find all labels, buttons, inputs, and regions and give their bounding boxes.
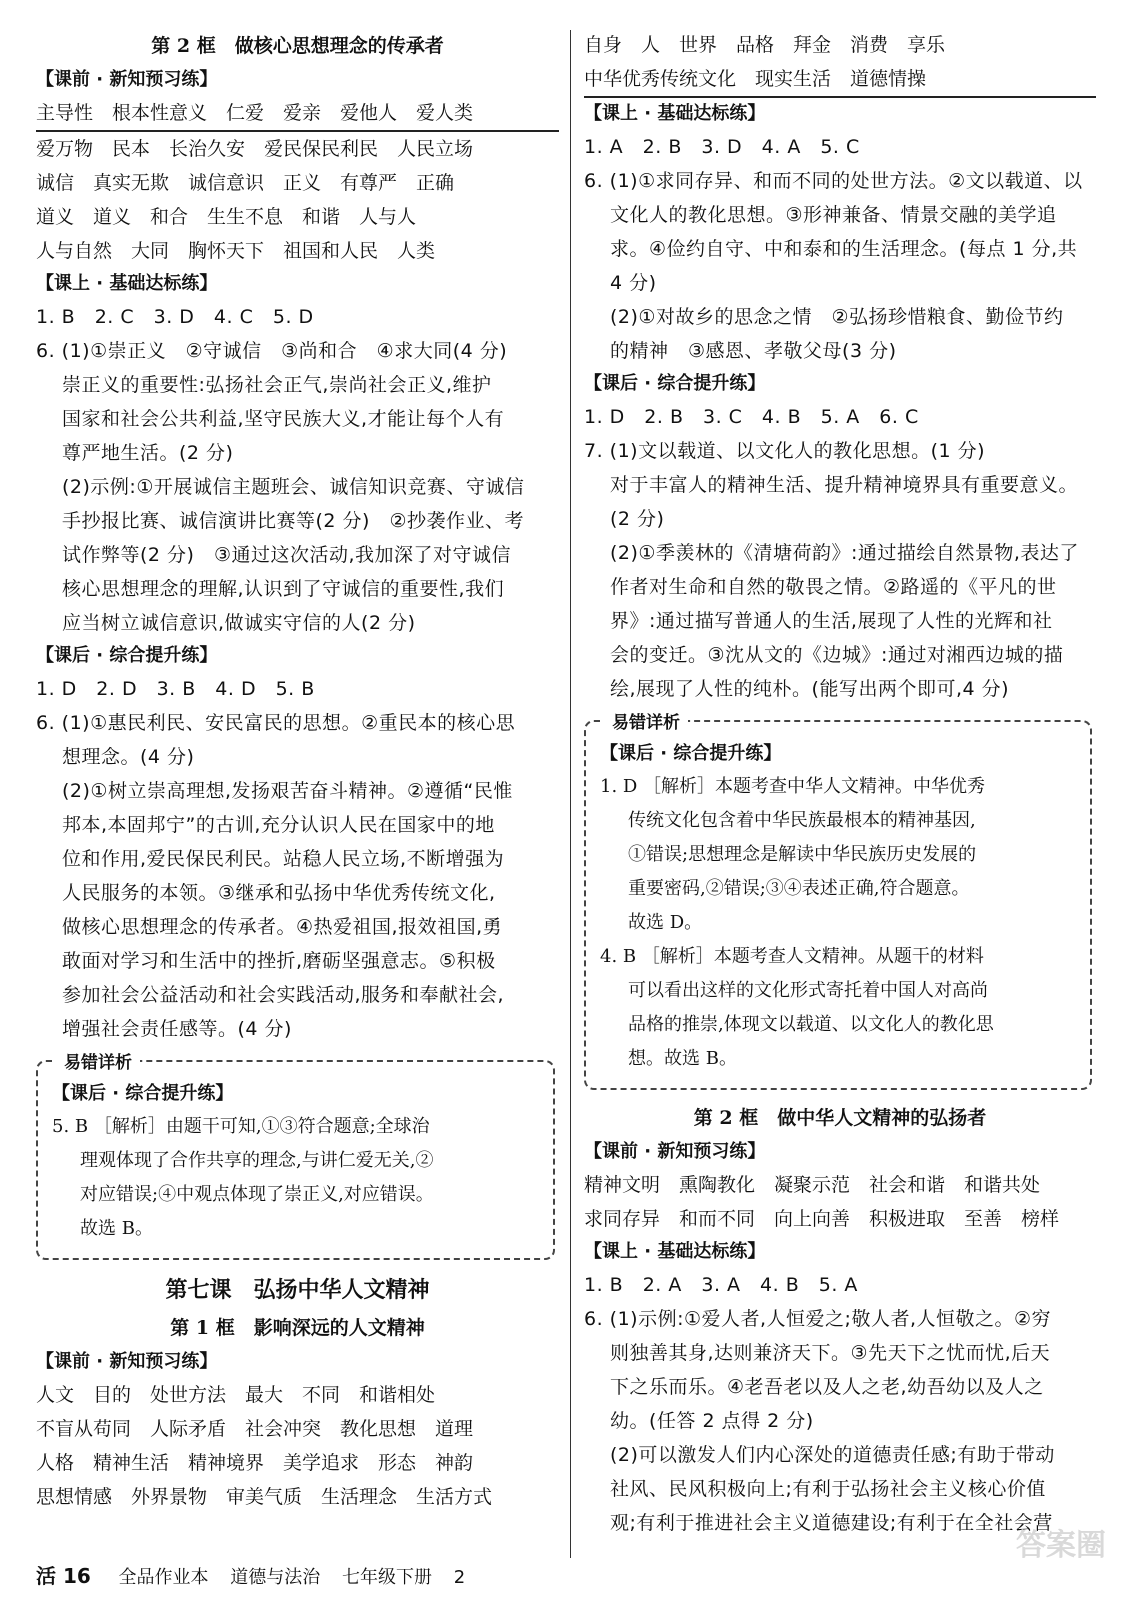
exercise-label: 【课前 · 新知预习练】 (36, 1351, 218, 1372)
error-analysis-box (36, 1053, 555, 1260)
keyword-row: 精神文明 熏陶教化 凝聚示范 社会和谐 和谐共处 (584, 1174, 1041, 1196)
keyword-row: 主导性 根本性意义 仁爱 爱亲 爱他人 爱人类 (36, 96, 559, 132)
keyword-row: 道义 道义 和合 生生不息 和谐 人与人 (36, 206, 417, 228)
answer-text: (2)示例:①开展诚信主题班会、诚信知识竞赛、守诚信 (62, 476, 525, 498)
answer-text: 增强社会责任感等。(4 分) (62, 1018, 292, 1040)
keyword-row: 人文 目的 处世方法 最大 不同 和谐相处 (36, 1384, 436, 1406)
answer-text: 想理念。(4 分) (62, 746, 195, 768)
answer-text: 文化人的教化思想。③形神兼备、情景交融的美学追 (610, 204, 1057, 226)
answer-text: 敢面对学习和生活中的挫折,磨砺坚强意志。⑤积极 (62, 950, 496, 972)
answer-text: 会的变迁。③沈从文的《边城》:通过对湘西边城的描 (610, 644, 1064, 666)
answer-text: 位和作用,爱民保民利民。站稳人民立场,不断增强为 (62, 848, 505, 870)
answer-text: 下之乐而乐。④老吾老以及人之老,幼吾幼以及人之 (610, 1376, 1044, 1398)
exercise-label: 【课上 · 基础达标练】 (584, 1241, 766, 1262)
answer-text: 则独善其身,达则兼济天下。③先天下之忧而忧,后天 (610, 1342, 1051, 1364)
book-title: 全品作业本 (118, 1567, 209, 1588)
analysis-text: 故选 B。 (80, 1218, 153, 1239)
answer-text: 作者对生命和自然的敬畏之情。②路遥的《平凡的世 (610, 576, 1057, 598)
answer-text: 对于丰富人的精神生活、提升精神境界具有重要意义。 (610, 474, 1079, 496)
exercise-label: 【课上 · 基础达标练】 (584, 103, 766, 124)
analysis-item: 1. D ［解析］本题考查中华人文精神。中华优秀 (600, 776, 986, 797)
answer-text: (2)①季羡林的《清塘荷韵》:通过描绘自然景物,表达了 (610, 542, 1079, 564)
keyword-row: 人与自然 大同 胸怀天下 祖国和人民 人类 (36, 240, 436, 262)
answer-line: 1. B 2. C 3. D 4. C 5. D (36, 306, 314, 328)
answer-text: 核心思想理念的理解,认识到了守诚信的重要性,我们 (62, 578, 505, 600)
answer-text: 求。④俭约自守、中和泰和的生活理念。(每点 1 分,共 (610, 238, 1078, 260)
answer-line: 7. (1)文以载道、以文化人的教化思想。(1 分) (584, 440, 986, 462)
analysis-text: ①错误;思想理念是解读中华民族历史发展的 (628, 844, 977, 865)
keyword-row: 自身 人 世界 品格 拜金 消费 享乐 (584, 34, 946, 56)
page-number: 活 16 (36, 1564, 91, 1588)
answer-text: (2 分) (610, 508, 665, 530)
answer-text: 手抄报比赛、诚信演讲比赛等(2 分) ②抄袭作业、考 (62, 510, 524, 532)
answer-line: 1. D 2. B 3. C 4. B 5. A 6. C (584, 406, 919, 428)
answer-text: 做核心思想理念的传承者。④热爱祖国,报效祖国,勇 (62, 916, 503, 938)
answer-line: 6. (1)示例:①爱人者,人恒爱之;敬人者,人恒敬之。②穷 (584, 1308, 1052, 1330)
keyword-row: 求同存异 和而不同 向上向善 积极进取 至善 榜样 (584, 1208, 1060, 1230)
analysis-text: 想。故选 B。 (628, 1048, 737, 1069)
section-heading: 第 2 框 做中华人文精神的弘扬者 (693, 1107, 987, 1129)
keyword-row: 思想情感 外界景物 审美气质 生活理念 生活方式 (36, 1486, 493, 1508)
answer-text: 界》:通过描写普通人的生活,展现了人性的光辉和社 (610, 610, 1053, 632)
error-analysis-label: 易错详析 (56, 1048, 140, 1073)
right-column (584, 28, 1096, 1540)
answer-text: 绘,展现了人性的纯朴。(能写出两个即可,4 分) (610, 678, 1010, 700)
analysis-text: 理观体现了合作共享的理念,与讲仁爱无关,② (80, 1150, 434, 1171)
error-analysis-label: 易错详析 (604, 708, 688, 733)
analysis-text: 可以看出这样的文化形式寄托着中国人对高尚 (628, 980, 988, 1001)
analysis-text: 对应错误;④中观点体现了崇正义,对应错误。 (80, 1184, 434, 1205)
exercise-label: 【课上 · 基础达标练】 (36, 273, 218, 294)
keyword-row: 中华优秀传统文化 现实生活 道德情操 (584, 62, 1096, 98)
page-footer (36, 1560, 481, 1589)
analysis-item: 4. B ［解析］本题考查人文精神。从题干的材料 (600, 946, 984, 967)
analysis-text: 故选 D。 (628, 912, 703, 933)
answer-line: 6. (1)①崇正义 ②守诚信 ③尚和合 ④求大同(4 分) (36, 340, 508, 362)
answer-line: 1. B 2. A 3. A 4. B 5. A (584, 1274, 858, 1296)
keyword-row: 不盲从苟同 人际矛盾 社会冲突 教化思想 道理 (36, 1418, 474, 1440)
left-column (36, 28, 559, 1514)
exercise-label: 【课后 · 综合提升练】 (584, 373, 766, 394)
exercise-label: 【课后 · 综合提升练】 (600, 743, 782, 764)
answer-text: 尊严地生活。(2 分) (62, 442, 234, 464)
grade-name: 七年级下册 (342, 1567, 432, 1588)
answer-text: 4 分) (610, 272, 657, 294)
answer-text: 崇正义的重要性:弘扬社会正气,崇尚社会正义,维护 (62, 374, 492, 396)
answer-line: 1. A 2. B 3. D 4. A 5. C (584, 136, 860, 158)
answer-text: 应当树立诚信意识,做诚实守信的人(2 分) (62, 612, 416, 634)
answer-text: 人民服务的本领。③继承和弘扬中华优秀传统文化, (62, 882, 496, 904)
answer-text: 观;有利于推进社会主义道德建设;有利于在全社会营 (610, 1512, 1053, 1534)
answer-line: 1. D 2. D 3. B 4. D 5. B (36, 678, 315, 700)
answer-text: 社风、民风积极向上;有利于弘扬社会主义核心价值 (610, 1478, 1046, 1500)
lesson-title: 第七课 弘扬中华人文精神 (165, 1277, 430, 1303)
answer-text: 国家和社会公共利益,坚守民族大义,才能让每个人有 (62, 408, 505, 430)
watermark-logo: 答案圈 (1016, 1528, 1106, 1563)
answer-text: 试作弊等(2 分) ③通过这次活动,我加深了对守诚信 (62, 544, 512, 566)
exercise-label: 【课后 · 综合提升练】 (52, 1083, 234, 1104)
error-analysis-box (584, 713, 1092, 1090)
section-heading: 第 1 框 影响深远的人文精神 (170, 1317, 425, 1339)
answer-text: 参加社会公益活动和社会实践活动,服务和奉献社会, (62, 984, 505, 1006)
answer-text: (2)①对故乡的思念之情 ②弘扬珍惜粮食、勤俭节约 (610, 306, 1064, 328)
analysis-text: 品格的推崇,体现文以载道、以文化人的教化思 (628, 1014, 994, 1035)
analysis-text: 重要密码,②错误;③④表述正确,符合题意。 (628, 878, 970, 899)
answer-text: (2)可以激发人们内心深处的道德责任感;有助于带动 (610, 1444, 1055, 1466)
keyword-row: 人格 精神生活 精神境界 美学追求 形态 神韵 (36, 1452, 474, 1474)
answer-text: 的精神 ③感恩、孝敬父母(3 分) (610, 340, 897, 362)
keyword-row: 诚信 真实无欺 诚信意识 正义 有尊严 正确 (36, 172, 455, 194)
column-divider (570, 30, 571, 1558)
keyword-row: 爱万物 民本 长治久安 爱民保民利民 人民立场 (36, 138, 474, 160)
answer-line: 6. (1)①求同存异、和而不同的处世方法。②文以载道、以 (584, 170, 1083, 192)
volume-number: 2 (453, 1567, 466, 1588)
analysis-item: 5. B ［解析］由题干可知,①③符合题意;全球治 (52, 1116, 430, 1137)
answer-text: (2)①树立崇高理想,发扬艰苦奋斗精神。②遵循“民惟 (62, 780, 513, 802)
subject-name: 道德与法治 (230, 1567, 321, 1588)
answer-text: 邦本,本固邦宁”的古训,充分认识人民在国家中的地 (62, 814, 495, 836)
answer-text: 幼。(任答 2 点得 2 分) (610, 1410, 814, 1432)
analysis-text: 传统文化包含着中华民族最根本的精神基因, (628, 810, 976, 831)
section-heading: 第 2 框 做核心思想理念的传承者 (151, 35, 444, 57)
exercise-label: 【课前 · 新知预习练】 (584, 1141, 766, 1162)
answer-line: 6. (1)①惠民利民、安民富民的思想。②重民本的核心思 (36, 712, 516, 734)
exercise-label: 【课后 · 综合提升练】 (36, 645, 218, 666)
exercise-label: 【课前 · 新知预习练】 (36, 69, 218, 90)
